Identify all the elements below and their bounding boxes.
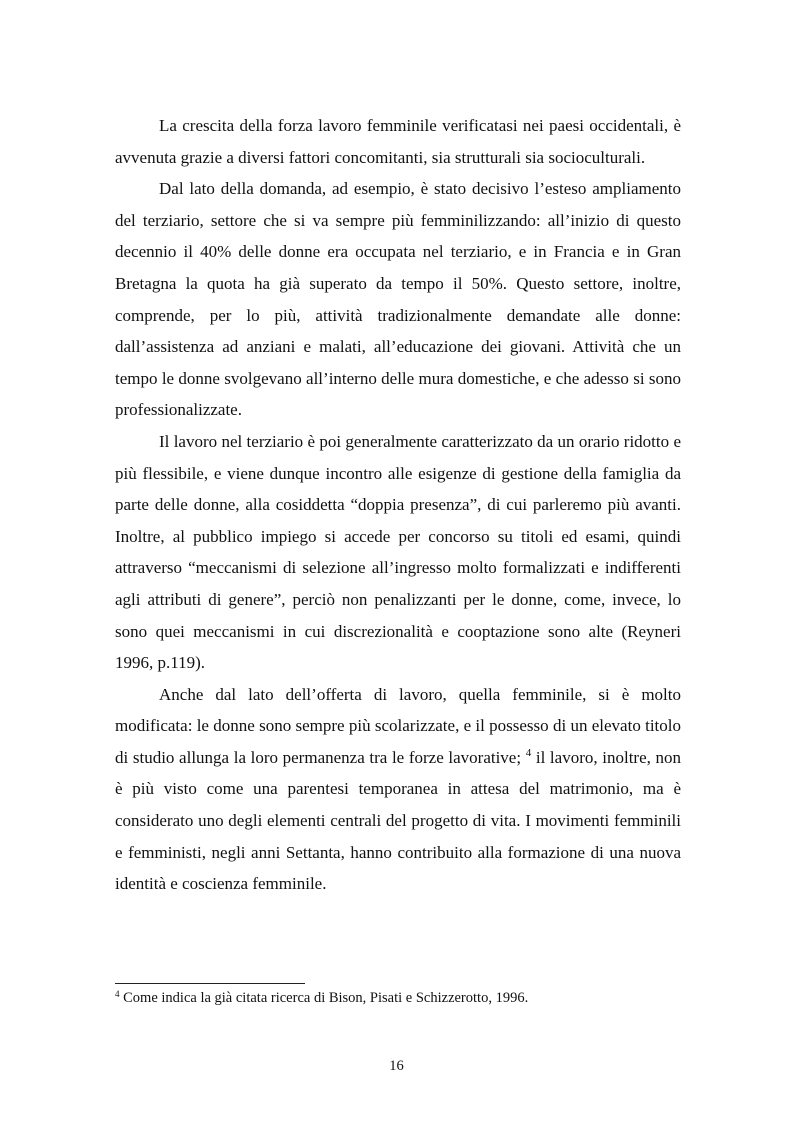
footnote-text: Come indica la già citata ricerca di Bison, Pisati e Schizzerotto, 1996. (123, 990, 529, 1006)
paragraph-4 (115, 679, 681, 900)
paragraph-1: La crescita della forza lavoro femminile verificatasi nei paesi occidentali, è avvenuta grazie a diversi fattori concomitanti, sia strutturali sia socioculturali. (115, 116, 681, 167)
footnote-reference[interactable]: 4 (525, 746, 532, 759)
page-number: 16 (389, 1058, 404, 1074)
paragraph-2: Dal lato della domanda, ad esempio, è stato decisivo l’esteso ampliamento del terziario, settore che si va sempre più femminilizzando: all’inizio di questo decennio il 40% delle donne era occupata nel terziario, e in Francia e in Gran Bretagna la quota ha già superato da tempo il 50%. Questo settore, inoltre, comprende, per lo più, attività tradizionalmente demandate alle donne: dall’assistenza ad anziani e malati, all’educazione dei giovani. Attività che un tempo le donne svolgevano all’interno delle mura domestiche, e che adesso si sono professionalizzate. (115, 179, 681, 420)
body-text (115, 110, 681, 900)
paragraph-3: Il lavoro nel terziario è poi generalmente caratterizzato da un orario ridotto e più flessibile, e viene dunque incontro alle esigenze di gestione della famiglia da parte delle donne, alla cosiddetta “doppia presenza”, di cui parleremo più avanti. Inoltre, al pubblico impiego si accede per concorso su titoli ed esami, quindi attraverso “meccanismi di selezione all’ingresso molto formalizzati e indifferenti agli attributi di genere”, perciò non penalizzanti per le donne, come, invece, lo sono quei meccanismi in cui discrezionalità e cooptazione sono alte (Reyneri 1996, p.119). (115, 431, 681, 673)
footnote (115, 989, 681, 1007)
paragraph-4-after-note: il lavoro, inoltre, non è più visto come una parentesi temporanea in attesa del matrimonio, ma è considerato uno degli elementi centrali del progetto di vita. I movimenti femminili e femministi, negli anni Settanta, hanno contribuito alla formazione di una nuova identità e coscienza femminile. (115, 747, 682, 894)
paragraph-4-before-note: Anche dal lato dell’offerta di lavoro, quella femminile, si è molto modificata: le donne sono sempre più scolarizzate, e il possesso di un elevato titolo di studio allunga la loro permanenza tra le forze lavorative; (115, 684, 681, 767)
footnote-separator (115, 983, 305, 984)
footnote-number: 4 (115, 989, 120, 999)
